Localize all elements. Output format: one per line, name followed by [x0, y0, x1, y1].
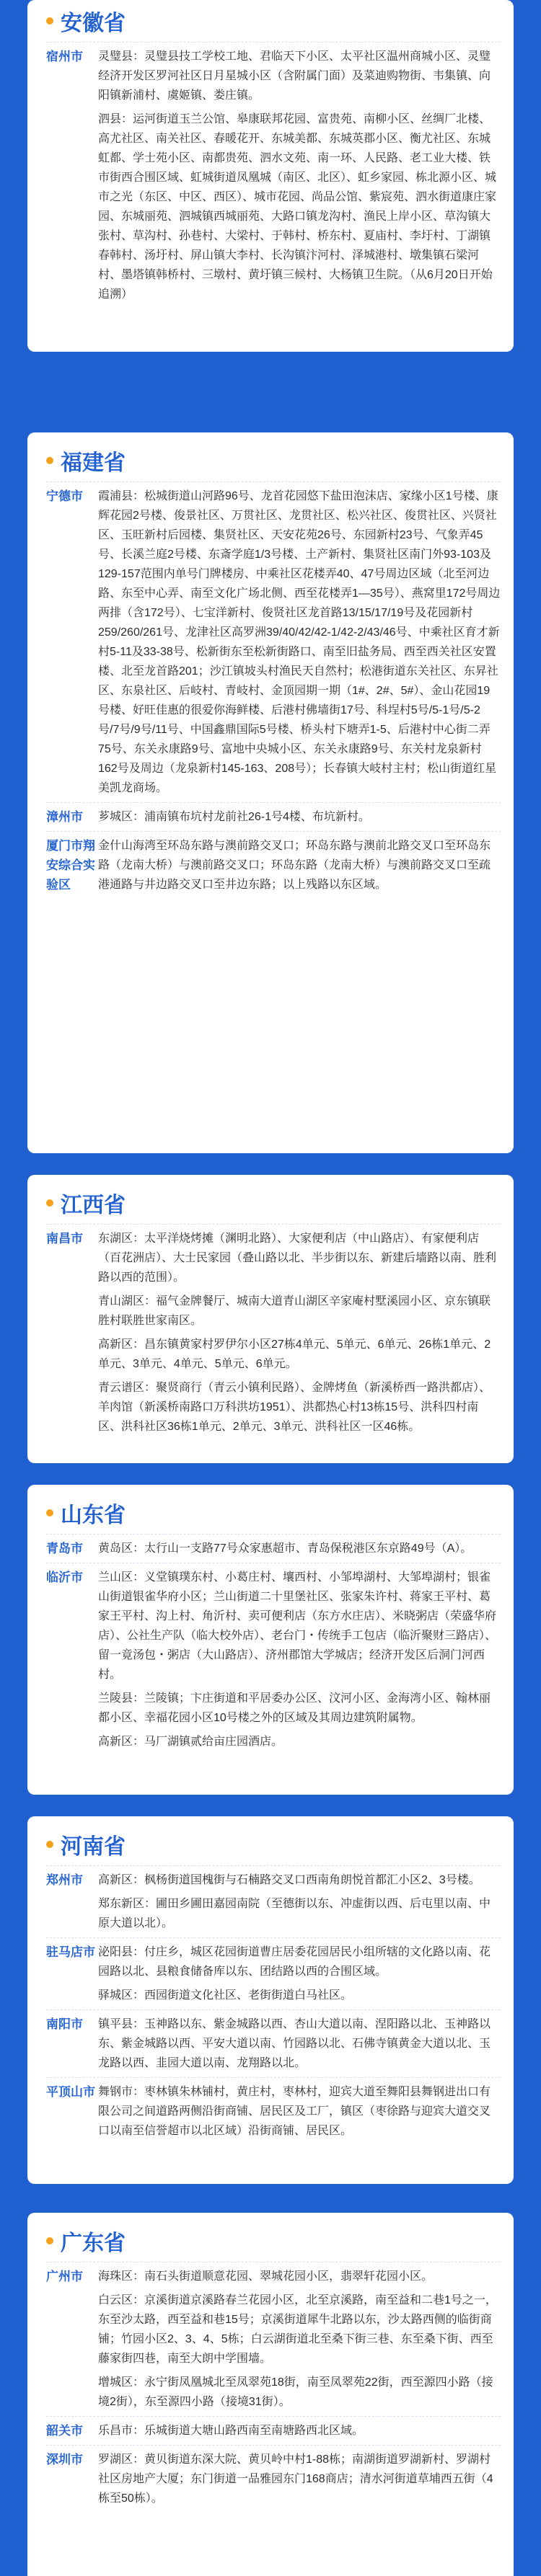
area-paragraph: 舞钢市：枣林镇朱林铺村，黄庄村，枣林村，迎宾大道至舞阳县舞钢进出口有限公司之间道路两侧沿街商铺、居民区及工厂，镇区（枣徐路与迎宾大道交叉口以南至信誉超市以北区域）沿街商铺、居民区。 — [98, 2086, 491, 2137]
province-name: 山东省 — [61, 1504, 126, 1527]
area-paragraph: 罗湖区：黄贝街道东深大院、黄贝岭中村1-88栋；南湖街道罗湖新村、罗湖村社区房地产大厦；东门街道一品雅园东门168商店；清水河街道草埔西五街（4栋至50栋）。 — [98, 2453, 493, 2505]
area-paragraph: 乐昌市：乐城街道大塘山路西南至南塘路西北区域。 — [98, 2425, 364, 2437]
city-content — [98, 1568, 501, 1751]
title-dot-icon — [46, 1199, 53, 1207]
city-name: 深圳市 — [46, 2453, 83, 2466]
title-dot-icon — [46, 2237, 53, 2244]
city-name: 漳州市 — [46, 810, 83, 824]
province-name: 福建省 — [61, 451, 126, 475]
city-row — [46, 1534, 501, 1563]
province-title-jiangxi — [46, 1182, 514, 1224]
city-name: 厦门市翔安综合实验区 — [46, 839, 95, 892]
area-paragraph: 泌阳县：付庄乡，城区花园街道曹庄居委花园居民小组所辖的文化路以南、花园路以北、县粮食储备库以东、团结路以西的合围区域。 — [98, 1946, 491, 1978]
province-card-henan — [27, 1816, 514, 2184]
area-paragraph: 黄岛区：太行山一支路77号众家惠超市、青岛保税港区东京路49号（A）。 — [98, 1542, 472, 1555]
province-card-guangdong — [27, 2213, 514, 2576]
city-row — [46, 1224, 501, 1441]
city-name: 南阳市 — [46, 2017, 83, 2031]
city-row — [46, 1937, 501, 2009]
province-name: 广东省 — [61, 2231, 126, 2255]
province-card-anhui — [27, 0, 514, 352]
area-paragraph: 青山湖区：福气金牌餐厅、城南大道青山湖区辛家庵村墅溪园小区、京东镇联胜村联胜世家南区。 — [98, 1295, 491, 1327]
city-name: 宿州市 — [46, 50, 83, 63]
area-paragraph: 青云谱区：聚贤商行（青云小镇利民路）、金牌烤鱼（新溪桥西一路洪都店）、羊肉馆（新溪桥南路口万科洪坊1951）、洪都热心村13栋15号、洪科四村南区、洪科社区36栋1单元、2单元、3单元、洪科社区一区46栋。 — [98, 1382, 491, 1433]
city-name: 郑州市 — [46, 1873, 83, 1887]
city-content — [98, 1942, 501, 2005]
city-name: 临沂市 — [46, 1571, 83, 1584]
area-paragraph: 白云区：京溪街道京溪路春兰花园小区，北至京溪路，南至益和二巷1号之一，东至沙太路，西至益和巷15号；京溪街道犀牛北路以东，沙太路西侧的临街商铺；竹园小区2、3、4、5栋；白云湖街道北至桑下街三巷、东至桑下街、西至藤家街四巷，南至大朗中学围墙。 — [98, 2294, 497, 2365]
city-content — [98, 836, 501, 894]
city-row — [46, 2262, 501, 2416]
city-row — [46, 831, 501, 899]
area-paragraph: 东湖区：太平洋烧烤摊（渊明北路）、大家便利店（中山路店）、有家便利店（百花洲店）、大士民家园（叠山路以北、半步街以东、新建后墙路以南、胜利路以西的范围）。 — [98, 1233, 497, 1284]
area-paragraph: 高新区：马厂湖镇贰给亩庄园酒店。 — [98, 1736, 283, 1748]
province-card-shandong — [27, 1485, 514, 1795]
area-paragraph: 镇平县：玉神路以东、紫金城路以西、杏山大道以南、涅阳路以北、玉神路以东、紫金城路以西、平安大道以南、竹园路以北、石佛寺镇黄金大道以北、玉龙路以西、韭园大道以南、龙翔路以北。 — [98, 2018, 491, 2069]
title-dot-icon — [46, 17, 53, 25]
province-title-anhui — [46, 0, 514, 42]
area-paragraph: 金什山海湾至环岛东路与澳前路交叉口；环岛东路与澳前北路交叉口至环岛东路（龙南大桥）与澳前路交叉口；环岛东路（龙南大桥）与澳前路交叉口至疏港通路与井边路交叉口至井边东路；以上残路以东区域。 — [98, 840, 491, 891]
city-name: 驻马店市 — [46, 1945, 95, 1959]
province-title-henan — [46, 1824, 514, 1865]
city-row — [46, 1563, 501, 1756]
city-row — [46, 481, 501, 802]
city-row — [46, 1865, 501, 1937]
city-content — [98, 1229, 501, 1436]
area-paragraph: 海珠区：南石头街道顺意花园、翠城花园小区，翡翠轩花园小区。 — [98, 2270, 434, 2283]
city-name: 韶关市 — [46, 2424, 83, 2438]
province-title-shandong — [46, 1492, 514, 1534]
province-card-jiangxi — [27, 1175, 514, 1463]
city-name: 广州市 — [46, 2270, 83, 2283]
city-content — [98, 47, 501, 304]
city-content — [98, 1870, 501, 1933]
province-name: 安徽省 — [61, 12, 126, 35]
city-content — [98, 1539, 501, 1558]
area-paragraph: 霞浦县：松城街道山河路96号、龙首花园悠下盐田泡沫店、家缘小区1号楼、康辉花园2号楼、俊景社区、万贯社区、龙贯社区、松兴社区、俊贯社区、兴贤社区、玉旺新村后园楼、集贤社区、天安花苑26号、东园新村23号、气象弄45号、长溪兰庭2号楼、东斎学庭1/3号楼、土产新村、集贤社区南门外93-103及129-157范围内单号门牌楼房、中乘社区花楼弄40、47号周边区域（北至河边路、东至中心弄、南至文化广场北侧、西至花楼弄1—35号）、燕窝里172号周边两排（含172号）、七宝洋新村、俊贤社区龙首路13/15/17/19号及花园新村259/260/261号、龙津社区高罗洲39/40/42/42-1/42-2/43/46号、中乘社区育才新村5-11及33-38号、松新街东至松新街路口、南至旧盐务局、西至西关社区安置楼、北至龙首路201；沙江镇坡头村渔民天自然村；松港街道东关社区、东昇社区、东泉社区、后岐村、青岐村、金顶园期一期（1#、2#、5#）、金山花园19号楼、好旺佳惠的很爱你海鲜楼、后港村佛墙街17号、科埕村5号/5-1号/5-2号/7号/9号/11号、中国鑫鼎国际5号楼、桥头村下塘弄1-5、后港村中心街二弄75号、东关永康路9号、富地中央城小区、东关永康路9号、东关村龙泉新村162号及周边（龙泉新村145-163、208号）；长春镇大岐村主村；松山街道红星美凯龙商场。 — [98, 490, 501, 794]
city-row — [46, 2445, 501, 2513]
city-content — [98, 2267, 501, 2412]
area-paragraph: 驿城区：西园街道文化社区、老街街道白马社区。 — [98, 1989, 353, 2002]
province-title-guangdong — [46, 2220, 514, 2262]
city-content — [98, 2421, 501, 2440]
title-dot-icon — [46, 1509, 53, 1516]
title-dot-icon — [46, 457, 53, 464]
city-content — [98, 2015, 501, 2073]
city-content — [98, 487, 501, 798]
city-row — [46, 2416, 501, 2445]
area-paragraph: 高新区：昌东镇黄家村罗伊尔小区27栋4单元、5单元、6单元、26栋1单元、2单元、3单元、4单元、5单元、6单元。 — [98, 1338, 491, 1370]
city-row — [46, 2009, 501, 2077]
province-title-fujian — [46, 440, 514, 481]
province-name: 河南省 — [61, 1835, 126, 1859]
province-card-fujian — [27, 432, 514, 1153]
area-paragraph: 郑东新区：圃田乡圃田嘉园南院（至德街以东、冲虚街以西、后屯里以南、中原大道以北）。 — [98, 1898, 491, 1929]
area-paragraph: 兰陵县：兰陵镇；卞庄街道和平居委办公区、汶河小区、金海湾小区、翰林丽都小区、幸福花园小区10号楼之外的区域及其周边建筑附属物。 — [98, 1692, 491, 1724]
area-paragraph: 增城区：永宁街凤凰城北至凤翠苑18街，南至凤翠苑22街，西至源四小路（接境2街），东至源四小路（接境31街）。 — [98, 2376, 493, 2408]
city-name: 宁德市 — [46, 489, 83, 503]
city-row — [46, 2077, 501, 2145]
city-row — [46, 802, 501, 831]
city-content — [98, 2082, 501, 2141]
city-row — [46, 42, 501, 308]
city-name: 青岛市 — [46, 1542, 83, 1555]
city-name: 南昌市 — [46, 1232, 83, 1245]
area-paragraph: 泗县：运河街道玉兰公馆、皋康联邦花园、富贵苑、南柳小区、丝绸厂北楼、高尤社区、南关社区、春暖花开、东城美都、东城英郡小区、衡尤社区、东城虹都、学士苑小区、南都贵苑、泗水文苑、南一环、人民路、老工业大楼、铁市街西合围区域、虹城街道凤凰城（南区、北区）、虹乡家园、栋北源小区、城市之光（东区、中区、西区）、城市花园、尚品公馆、紫宸苑、泗水街道康庄家园、东城丽苑、泗城镇西城丽苑、大路口镇龙沟村、渔民上岸小区、草沟镇大张村、草沟村、孙巷村、大梁村、于韩村、桥东村、夏庙村、李圩村、丁湖镇春韩村、汤圩村、屏山镇大李村、长沟镇汴河村、泽城港村、墩集镇石梁河村、墨塔镇韩桥村、三墩村、黄圩镇三候村、大杨镇卫生院。（从6月20日开始追溯） — [98, 113, 497, 301]
area-paragraph: 高新区：枫杨街道国槐街与石楠路交叉口西南角朗悦首都汇小区2、3号楼。 — [98, 1874, 480, 1886]
city-content — [98, 807, 501, 827]
area-paragraph: 兰山区：义堂镇璞东村、小葛庄村、壤西村、小邹埠湖村、大邹埠湖村；银雀山街道银雀华府小区；兰山街道二十里堡社区、张家朱许村、蒋家王平村、葛家王平村、沟上村、角沂村、卖可便利店（东方水庄店）、米晓粥店（荣盛华府店）、公社生产队（临大校外店）、老台门・传统手工包店（临沂聚财三路店）、留一竟汤包・粥店（大山路店）、济州郡馆大学城店；经济开发区后洞门河西村。 — [98, 1571, 497, 1681]
area-paragraph: 芗城区：浦南镇布坑村龙前社26-1号4楼、布坑新村。 — [98, 811, 370, 823]
area-paragraph: 灵璧县：灵璧县技工学校工地、君临天下小区、太平社区温州商城小区、灵璧经济开发区罗河社区日月星城小区（含附属门面）及菜迪购物街、韦集镇、向阳镇新浦村、虞姬镇、娄庄镇。 — [98, 50, 491, 102]
province-name: 江西省 — [61, 1194, 126, 1217]
city-name: 平顶山市 — [46, 2085, 95, 2099]
title-dot-icon — [46, 1841, 53, 1848]
city-content — [98, 2450, 501, 2508]
